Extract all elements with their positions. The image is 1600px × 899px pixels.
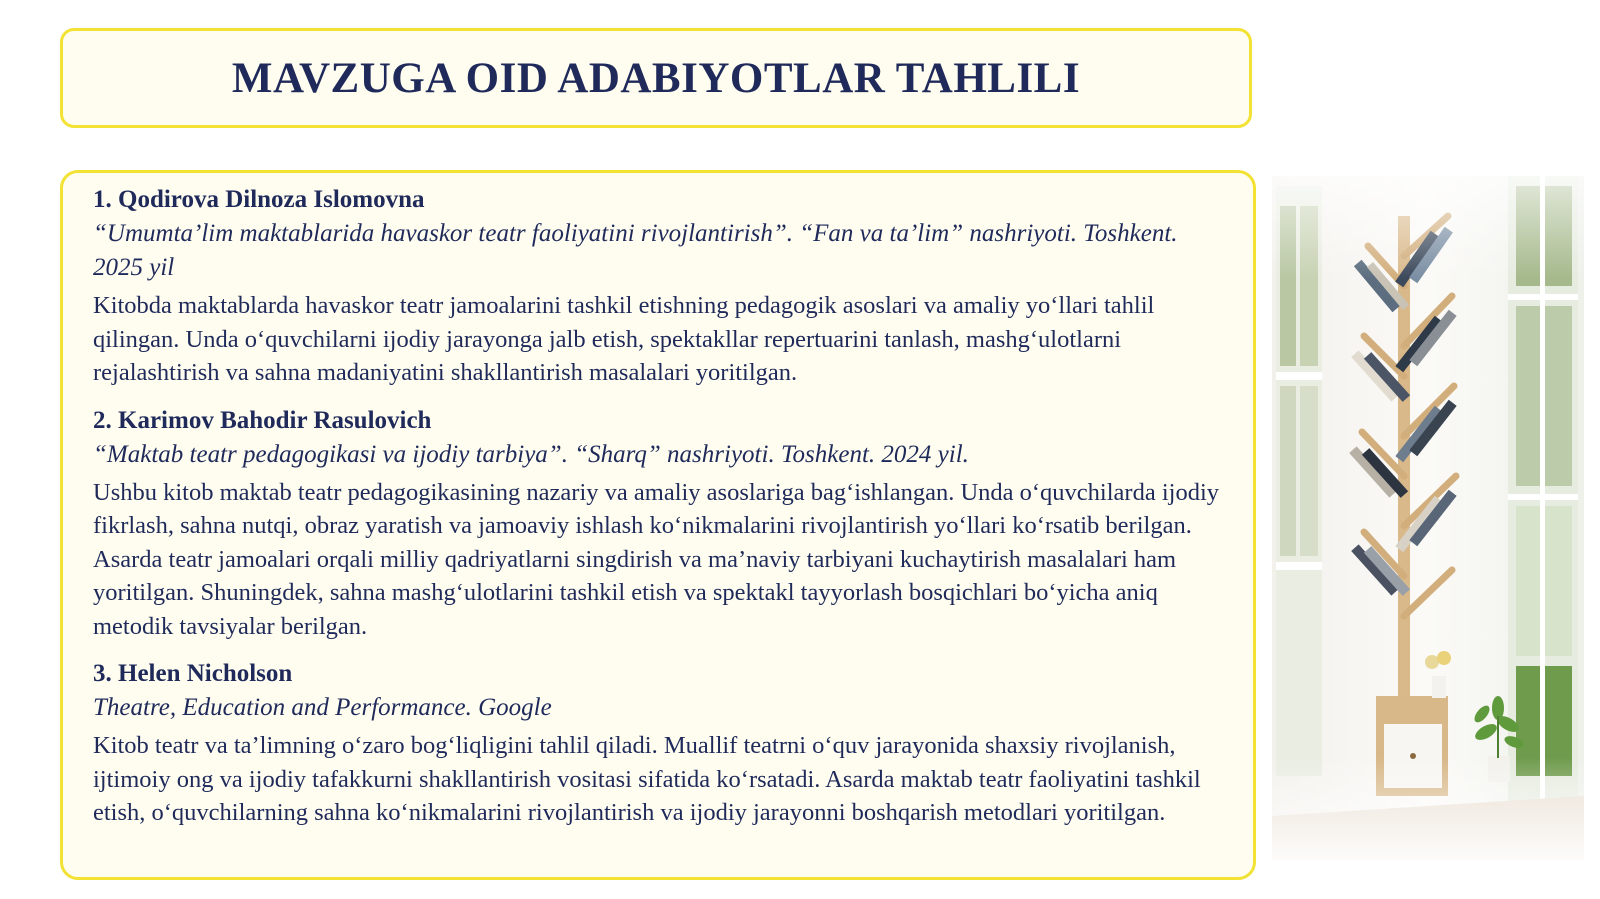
entry-author: 3. Helen Nicholson [93,660,293,687]
slide-title: MAVZUGA OID ADABIYOTLAR TAHLILI [231,54,1081,102]
entry-work-title: Theatre, Education and Performance. Google [93,694,552,721]
literature-entry-3 [93,657,1225,830]
entry-author: 1. Qodirova Dilnoza Islomovna [93,186,425,213]
entry-description: Ushbu kitob maktab teatr pedagogikasining nazariy va amaliy asoslariga bag‘ishlangan. Unda o‘quvchilarda ijodiy fikrlash, sahna nutqi, obraz yaratish va jamoaviy ishlash ko‘nikmalarini rivojlantirish yo‘llari ko‘rsatib berilgan. Asarda teatr jamoalari orqali milliy qadriyatlarni singdirish va ma’naviy tarbiyani kuchaytirish masalalari ham yoritilgan. Shuningdek, sahna mashg‘ulotlarini tashkil etish va spektakl tayyorlash bosqichlari bo‘yicha aniq metodik tavsiyalar berilgan. [93,478,1219,640]
tree-bookshelf-photo-icon [1272,176,1584,860]
entry-description: Kitobda maktablarda havaskor teatr jamoalarini tashkil etishning pedagogik asoslari va amaliy yo‘llari tahlil qilingan. Unda o‘quvchilarni ijodiy jarayonga jalb etish, spektakllar repertuarini tanlash, mashg‘ulotlarni rejalashtirish va sahna madaniyatini shakllantirish masalalari yoritilgan. [93,292,1155,386]
entry-description: Kitob teatr va ta’limning o‘zaro bog‘liqligini tahlil qiladi. Muallif teatrni o‘quv jarayonida shaxsiy rivojlanish, ijtimoiy ong va ijodiy tafakkurni shakllantirish vositasi sifatida ko‘rsatadi. Asarda maktab teatr faoliyatini tashkil etish, o‘quvchilarning sahna ko‘nikmalarini rivojlantirish va ijodiy jarayonni boshqarish metodlari yoritilgan. [93,732,1201,826]
literature-entry-2 [93,404,1225,644]
entry-author: 2. Karimov Bahodir Rasulovich [93,406,432,434]
title-box [60,28,1252,128]
entry-work-title: “Maktab teatr pedagogikasi va ijodiy tarbiya”. “Sharq” nashriyoti. Toshkent. 2024 yil. [93,440,969,468]
entry-work-title: “Umumta’lim maktablarida havaskor teatr faoliyatini rivojlantirish”. “Fan va ta’lim” nashriyoti. Toshkent. 2025 yil [93,220,1178,281]
literature-entry-1 [93,183,1225,390]
literature-list [60,170,1256,880]
